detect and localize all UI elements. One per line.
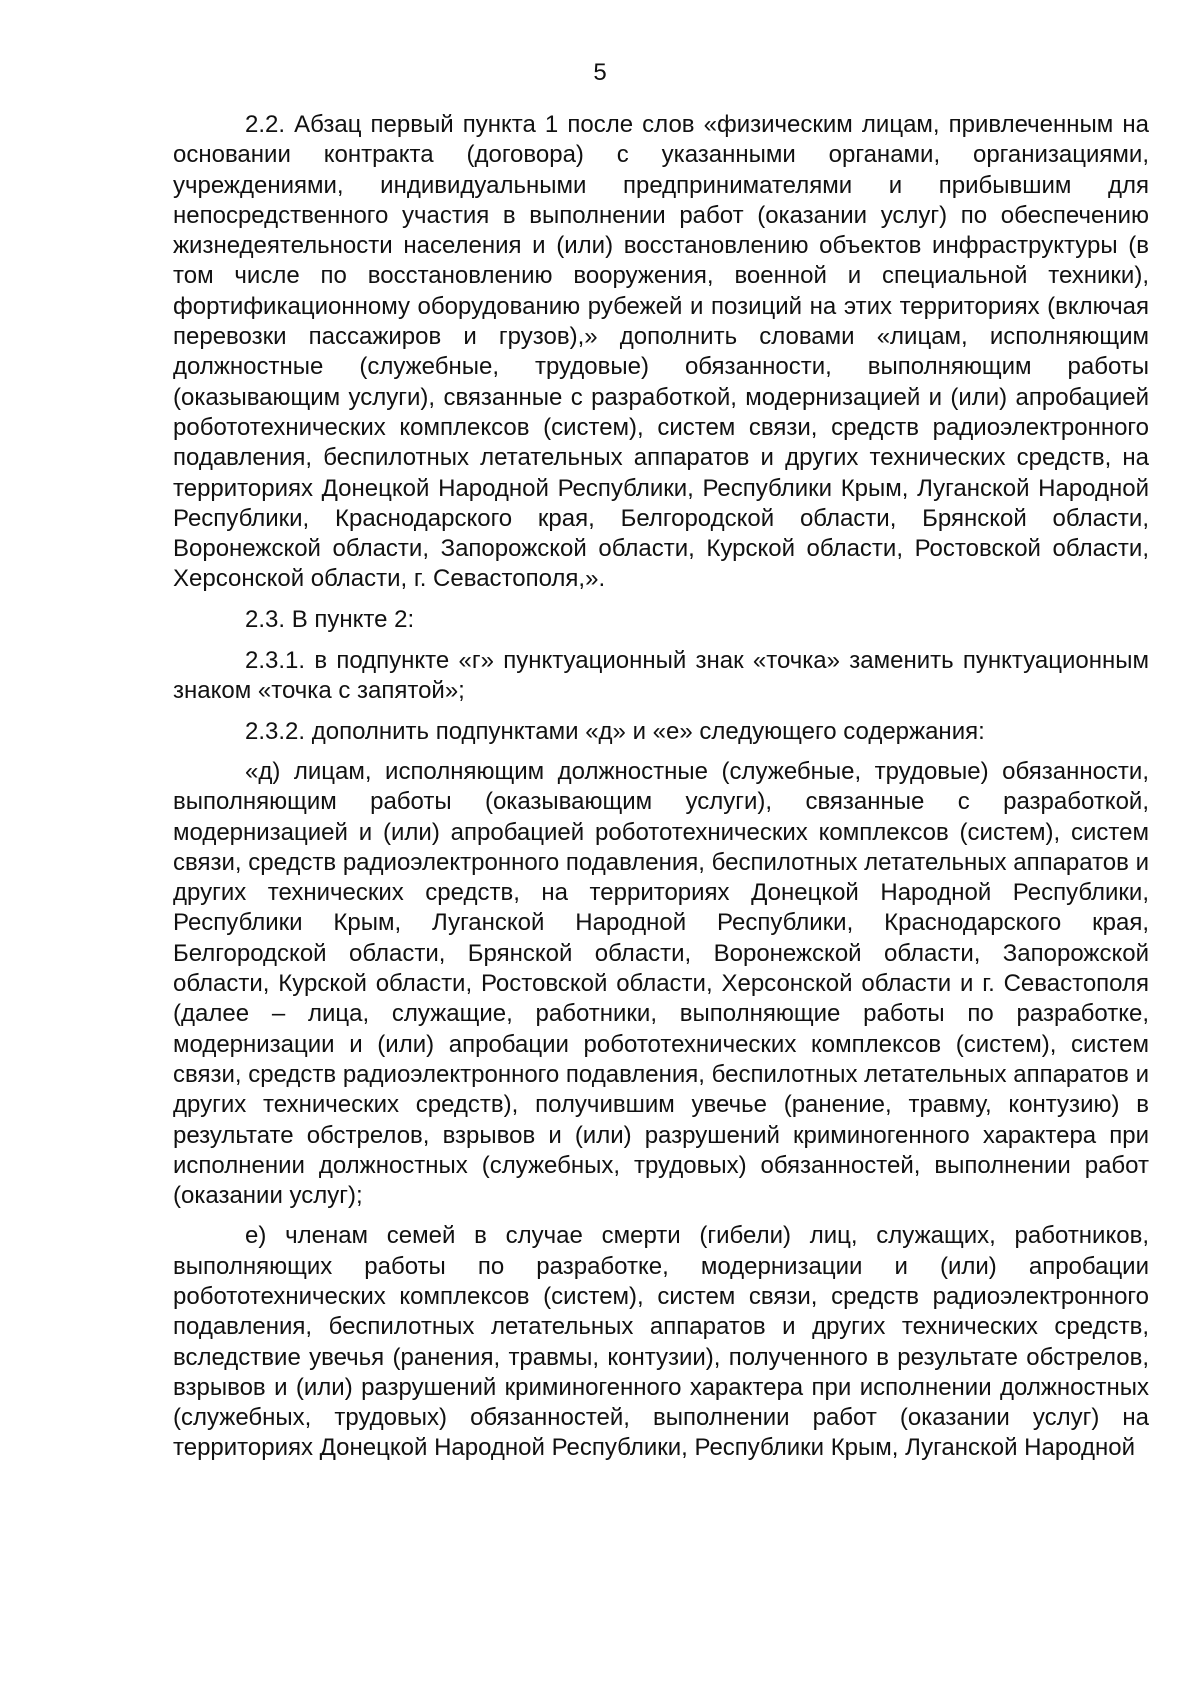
paragraph-subitem-e: е) членам семей в случае смерти (гибели) лиц, служащих, работников, выполняющих работы по разработке, модернизации и (или) апробации робототехнических комплексов (систем), систем связи, средств радиоэлектронного подавления, беспилотных летательных аппаратов и других технических средств, вследствие увечья (ранения, травмы, контузии), полученного в результате обстрелов, взрывов и (или) разрушений криминогенного характера при исполнении должностных (служебных, трудовых) обязанностей, выполнении работ (оказании услуг) на территориях Донецкой Народной Республики, Республики Крым, Луганской Народной [173,1222,1149,1462]
paragraph-subitem-d: «д) лицам, исполняющим должностные (служебные, трудовые) обязанности, выполняющим работы (оказывающим услуги), связанные с разработкой, модернизацией и (или) апробацией робототехнических комплексов (систем), систем связи, средств радиоэлектронного подавления, беспилотных летательных аппаратов и других технических средств, на территориях Донецкой Народной Республики, Республики Крым, Луганской Народной Республики, Краснодарского края, Белгородской области, Брянской области, Воронежской области, Запорожской области, Курской области, Ростовской области, Херсонской области и г. Севастополя (далее – лица, служащие, работники, выполняющие работы по разработке, модернизации и (или) апробации робототехнических комплексов (систем), систем связи, средств радиоэлектронного подавления, беспилотных летательных аппаратов и других технических средств), получившим увечье (ранение, травму, контузию) в результате обстрелов, взрывов и (или) разрушений криминогенного характера при исполнении должностных (служебных, трудовых) обязанностей, выполнении работ (оказании услуг); [173,757,1149,1210]
paragraph-2-3-1: 2.3.1. в подпункте «г» пунктуационный знак «точка» заменить пунктуационным знаком «точка с запятой»; [173,647,1149,705]
paragraph-2-2: 2.2. Абзац первый пункта 1 после слов «физическим лицам, привлеченным на основании контракта (договора) с указанными органами, организациями, учреждениями, индивидуальными предпринимателями и прибывшим для непосредственного участия в выполнении работ (оказании услуг) по обеспечению жизнедеятельности населения и (или) восстановлению объектов инфраструктуры (в том числе по восстановлению вооружения, военной и специальной техники), фортификационному оборудованию рубежей и позиций на этих территориях (включая перевозки пассажиров и грузов),» дополнить словами «лицам, исполняющим должностные (служебные, трудовые) обязанности, выполняющим работы (оказывающим услуги), связанные с разработкой, модернизацией и (или) апробацией робототехнических комплексов (систем), систем связи, средств радиоэлектронного подавления, беспилотных летательных аппаратов и других технических средств, на территориях Донецкой Народной Республики, Республики Крым, Луганской Народной Республики, Краснодарского края, Белгородской области, Брянской области, Воронежской области, Запорожской области, Курской области, Ростовской области, Херсонской области, г. Севастополя,». [173,111,1149,593]
paragraph-2-3-2: 2.3.2. дополнить подпунктами «д» и «е» следующего содержания: [245,717,985,745]
page-number: 5 [593,59,607,86]
paragraph-2-3: 2.3. В пункте 2: [245,605,415,633]
document-body [173,110,1149,1464]
